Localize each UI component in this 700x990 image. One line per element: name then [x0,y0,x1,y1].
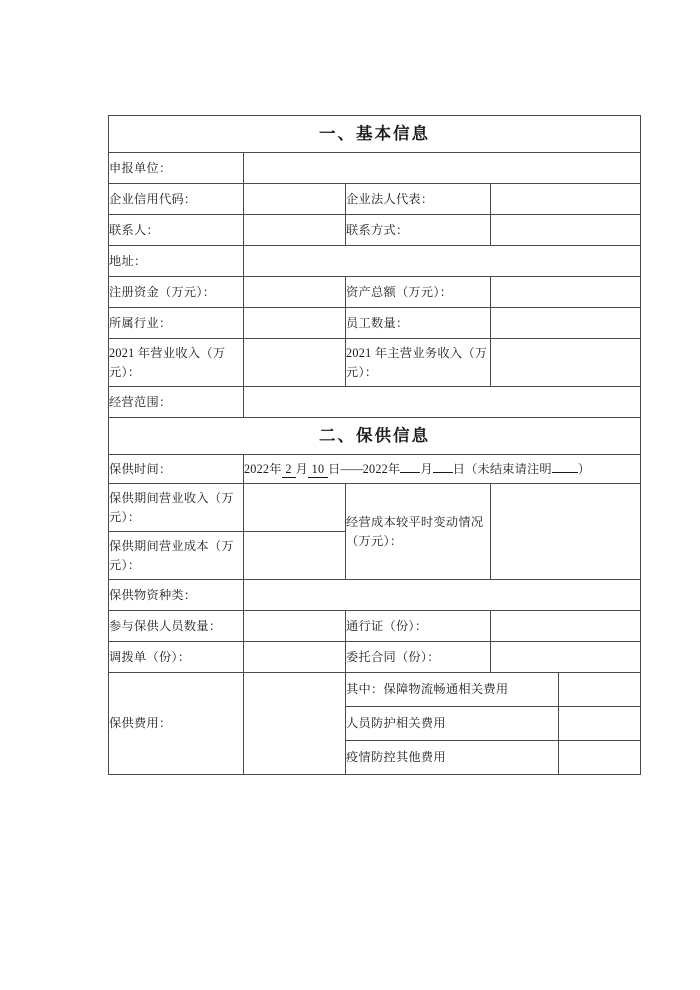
section-heading-basic-info: 一、基本信息 [109,116,641,153]
field-registered-capital[interactable] [244,277,346,308]
field-employee-count[interactable] [491,308,641,339]
table-row-supply-goods-type [109,580,641,611]
label-cost-variation: 经营成本较平时变动情况（万元）： [346,484,491,580]
field-supply-period-revenue[interactable] [244,484,346,532]
label-fee-epidemic-other: 疫情防控其他费用 [346,741,559,775]
table-row-contact-person [109,215,641,246]
field-cost-variation[interactable] [491,484,641,580]
section-header-row-supply-info [109,418,641,455]
field-supply-fee-total[interactable] [244,673,346,775]
table-row-transfer-order [109,642,641,673]
field-fee-logistics[interactable] [559,673,641,707]
supply-registration-form [108,115,641,775]
table-row-business-scope [109,387,641,418]
supply-end-day-blank[interactable] [433,472,453,473]
label-total-assets: 资产总额（万元）： [346,277,491,308]
table-row-revenue-2021 [109,339,641,387]
section-heading-supply-info: 二、保供信息 [109,418,641,455]
field-address[interactable] [244,246,641,277]
label-legal-representative: 企业法人代表： [346,184,491,215]
field-personnel-count[interactable] [244,611,346,642]
month-char-2: 月 [420,462,433,477]
date-range-dash: —— [340,462,363,477]
label-industry: 所属行业： [109,308,244,339]
label-supply-period: 保供时间： [109,455,244,484]
month-char-1: 月 [295,462,308,477]
supply-period-note-open: （未结束请注明 [465,462,552,477]
table-row-registered-capital [109,277,641,308]
label-credit-code: 企业信用代码： [109,184,244,215]
table-row-industry [109,308,641,339]
label-contact-person: 联系人： [109,215,244,246]
label-supply-fee: 保供费用： [109,673,244,775]
label-applicant-unit: 申报单位： [109,153,244,184]
field-supply-period[interactable] [244,455,641,484]
field-applicant-unit[interactable] [244,153,641,184]
label-fee-personnel-protection: 人员防护相关费用 [346,707,559,741]
label-supply-period-cost: 保供期间营业成本（万元）： [109,532,244,580]
field-fee-personnel-protection[interactable] [559,707,641,741]
label-contact-method: 联系方式： [346,215,491,246]
field-supply-goods-type[interactable] [244,580,641,611]
field-contact-method[interactable] [491,215,641,246]
label-address: 地址： [109,246,244,277]
label-registered-capital: 注册资金（万元）： [109,277,244,308]
field-business-scope[interactable] [244,387,641,418]
supply-period-note-blank[interactable] [552,472,578,473]
label-supply-goods-type: 保供物资种类： [109,580,244,611]
field-entrustment-contract-count[interactable] [491,642,641,673]
form-page [108,115,640,775]
day-char-2: 日 [452,462,466,477]
label-fee-logistics: 其中：保障物流畅通相关费用 [346,673,559,707]
table-row-supply-fee-logistics [109,673,641,707]
label-supply-period-revenue: 保供期间营业收入（万元）： [109,484,244,532]
table-row-personnel-count [109,611,641,642]
table-row-applicant-unit [109,153,641,184]
day-char-1: 日 [327,462,341,477]
table-row-supply-revenue [109,484,641,532]
field-total-assets[interactable] [491,277,641,308]
field-supply-period-cost[interactable] [244,532,346,580]
year-char-2: 年 [387,462,401,477]
field-pass-permit-count[interactable] [491,611,641,642]
supply-start-month-blank[interactable]: 2 [282,463,296,477]
label-entrustment-contract-count: 委托合同（份）： [346,642,491,673]
label-employee-count: 员工数量： [346,308,491,339]
label-business-scope: 经营范围： [109,387,244,418]
field-credit-code[interactable] [244,184,346,215]
field-transfer-order-count[interactable] [244,642,346,673]
label-operating-revenue-2021: 2021 年营业收入（万元）： [109,339,244,387]
year-char-1: 年 [269,462,282,477]
table-row-address [109,246,641,277]
field-operating-revenue-2021[interactable] [244,339,346,387]
label-transfer-order-count: 调拨单（份）： [109,642,244,673]
field-industry[interactable] [244,308,346,339]
supply-start-day-blank[interactable]: 10 [308,463,328,477]
label-main-business-revenue-2021: 2021 年主营业务收入（万元）： [346,339,491,387]
supply-end-year: 2022 [362,462,388,477]
field-fee-epidemic-other[interactable] [559,741,641,775]
supply-period-note-close: ） [577,462,591,477]
table-row-supply-period [109,455,641,484]
label-personnel-count: 参与保供人员数量： [109,611,244,642]
label-pass-permit-count: 通行证（份）： [346,611,491,642]
supply-start-year: 2022 [244,462,270,477]
field-contact-person[interactable] [244,215,346,246]
supply-end-month-blank[interactable] [400,472,420,473]
field-legal-representative[interactable] [491,184,641,215]
section-header-row-basic-info [109,116,641,153]
field-main-business-revenue-2021[interactable] [491,339,641,387]
table-row-credit-code [109,184,641,215]
